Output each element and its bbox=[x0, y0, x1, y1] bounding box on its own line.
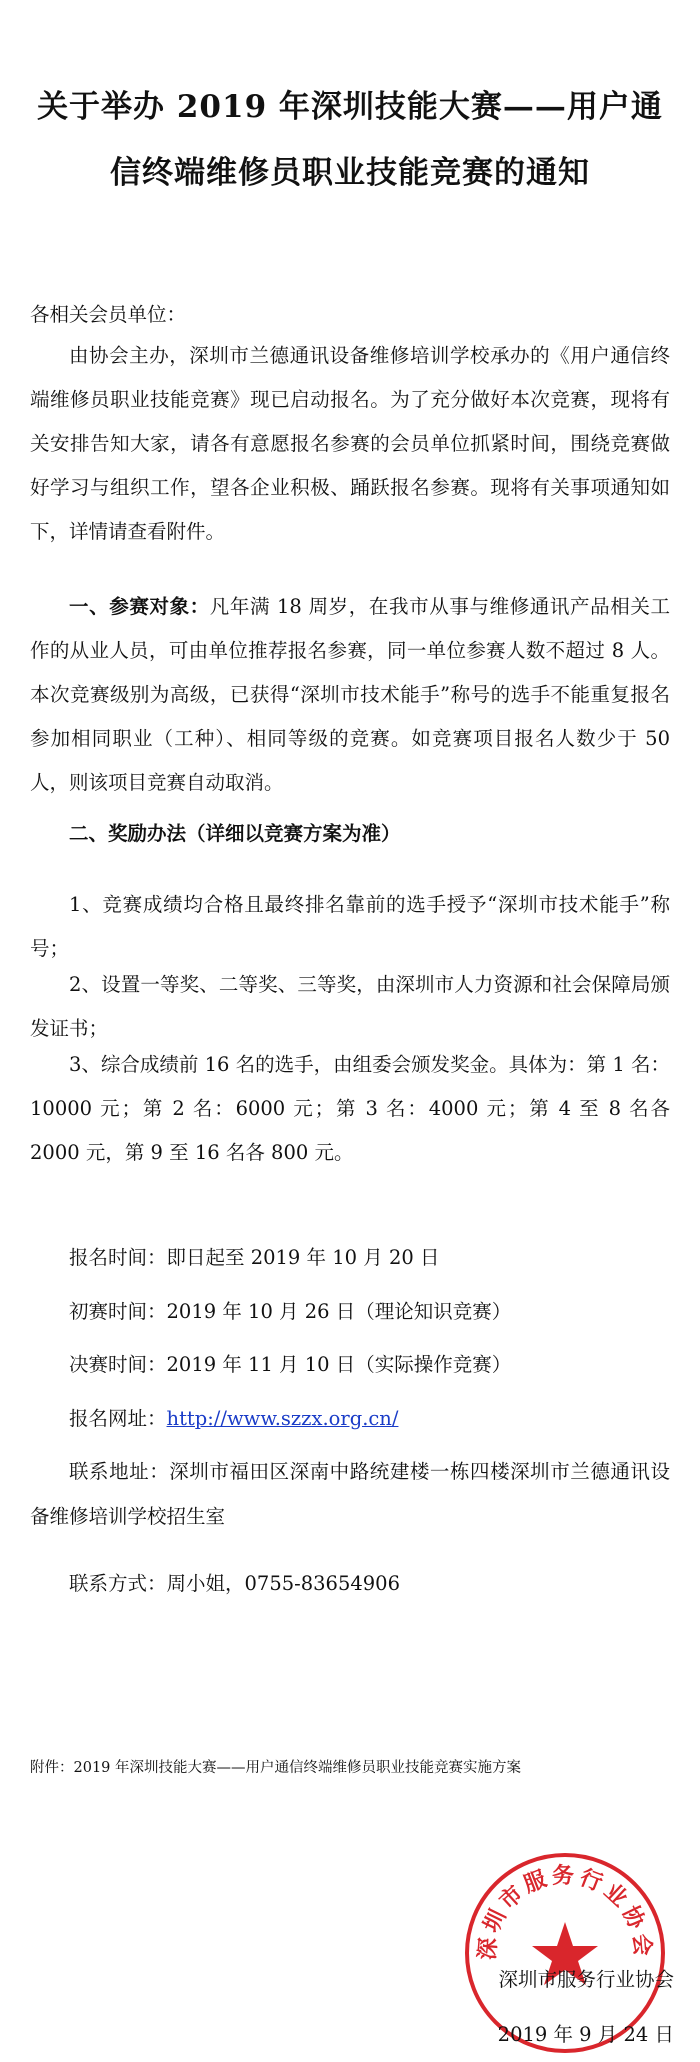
eligibility-paragraph bbox=[30, 585, 670, 805]
final-value: 2019 年 11 月 10 日（实际操作竞赛） bbox=[166, 1353, 512, 1376]
issue-date: 2019 年 9 月 24 日 bbox=[497, 2023, 674, 2046]
award-item-1: 1、竞赛成绩均合格且最终排名靠前的选手授予“深圳市技术能手”称号； bbox=[30, 893, 670, 960]
final-time bbox=[30, 1342, 670, 1387]
registration-time bbox=[30, 1235, 670, 1280]
award-item-2: 2、设置一等奖、二等奖、三等奖，由深圳市人力资源和社会保障局颁发证书； bbox=[30, 973, 670, 1040]
eligibility-body: 凡年满 18 周岁，在我市从事与维修通讯产品相关工作的从业人员，可由单位推荐报名参赛，同一单位参赛人数不超过 8 人。本次竞赛级别为高级，已获得“深圳市技术能手”称号的选手不能重复报名参加相同职业（工种）、相同等级的竞赛。如竞赛项目报名人数少于 50 人，则该项目竞赛自动取消。 bbox=[30, 595, 670, 794]
address-label: 联系地址： bbox=[69, 1460, 170, 1483]
seal-text: 深圳市服务行业协会 bbox=[474, 1863, 656, 1961]
attachment-note: 附件：2019 年深圳技能大赛——用户通信终端维修员职业技能竞赛实施方案 bbox=[30, 1760, 522, 1776]
registration-label: 报名时间： bbox=[69, 1246, 167, 1269]
contact-address bbox=[30, 1449, 670, 1539]
registration-value: 即日起至 2019 年 10 月 20 日 bbox=[166, 1246, 440, 1269]
awards-heading: 二、奖励办法（详细以竞赛方案为准） bbox=[69, 822, 401, 845]
intro-paragraph: 由协会主办，深圳市兰德通讯设备维修培训学校承办的《用户通信终端维修员职业技能竞赛》现已启动报名。为了充分做好本次竞赛，现将有关安排告知大家，请各有意愿报名参赛的会员单位抓紧时间，围绕竞赛做好学习与组织工作，望各企业积极、踊跃报名参赛。现将有关事项通知如下，详情请查看附件。 bbox=[30, 344, 670, 543]
preliminary-label: 初赛时间： bbox=[69, 1300, 167, 1323]
issuing-organization: 深圳市服务行业协会 bbox=[498, 1968, 674, 1991]
final-label: 决赛时间： bbox=[69, 1353, 167, 1376]
website-label: 报名网址： bbox=[69, 1407, 167, 1430]
contact-value: 周小姐，0755-83654906 bbox=[166, 1572, 400, 1595]
title-line-2: 信终端维修员职业技能竞赛的通知 bbox=[110, 155, 590, 191]
award-item-3: 3、综合成绩前 16 名的选手，由组委会颁发奖金。具体为：第 1 名：10000 元；第 2 名：6000 元；第 3 名：4000 元；第 4 至 8 名各 2000 元，第 9 至 16 名各 800 元。 bbox=[30, 1053, 670, 1164]
salutation: 各相关会员单位： bbox=[30, 303, 187, 326]
registration-website bbox=[30, 1396, 670, 1441]
contact-label: 联系方式： bbox=[69, 1572, 167, 1595]
preliminary-value: 2019 年 10 月 26 日（理论知识竞赛） bbox=[166, 1300, 512, 1323]
website-link[interactable]: http://www.szzx.org.cn/ bbox=[166, 1407, 399, 1430]
contact-method bbox=[30, 1561, 670, 1606]
eligibility-heading: 一、参赛对象： bbox=[69, 595, 210, 618]
address-value: 深圳市福田区深南中路统建楼一栋四楼深圳市兰德通讯设备维修培训学校招生室 bbox=[30, 1460, 670, 1528]
title-line-1: 关于举办 2019 年深圳技能大赛——用户通 bbox=[37, 89, 663, 125]
preliminary-time bbox=[30, 1289, 670, 1334]
